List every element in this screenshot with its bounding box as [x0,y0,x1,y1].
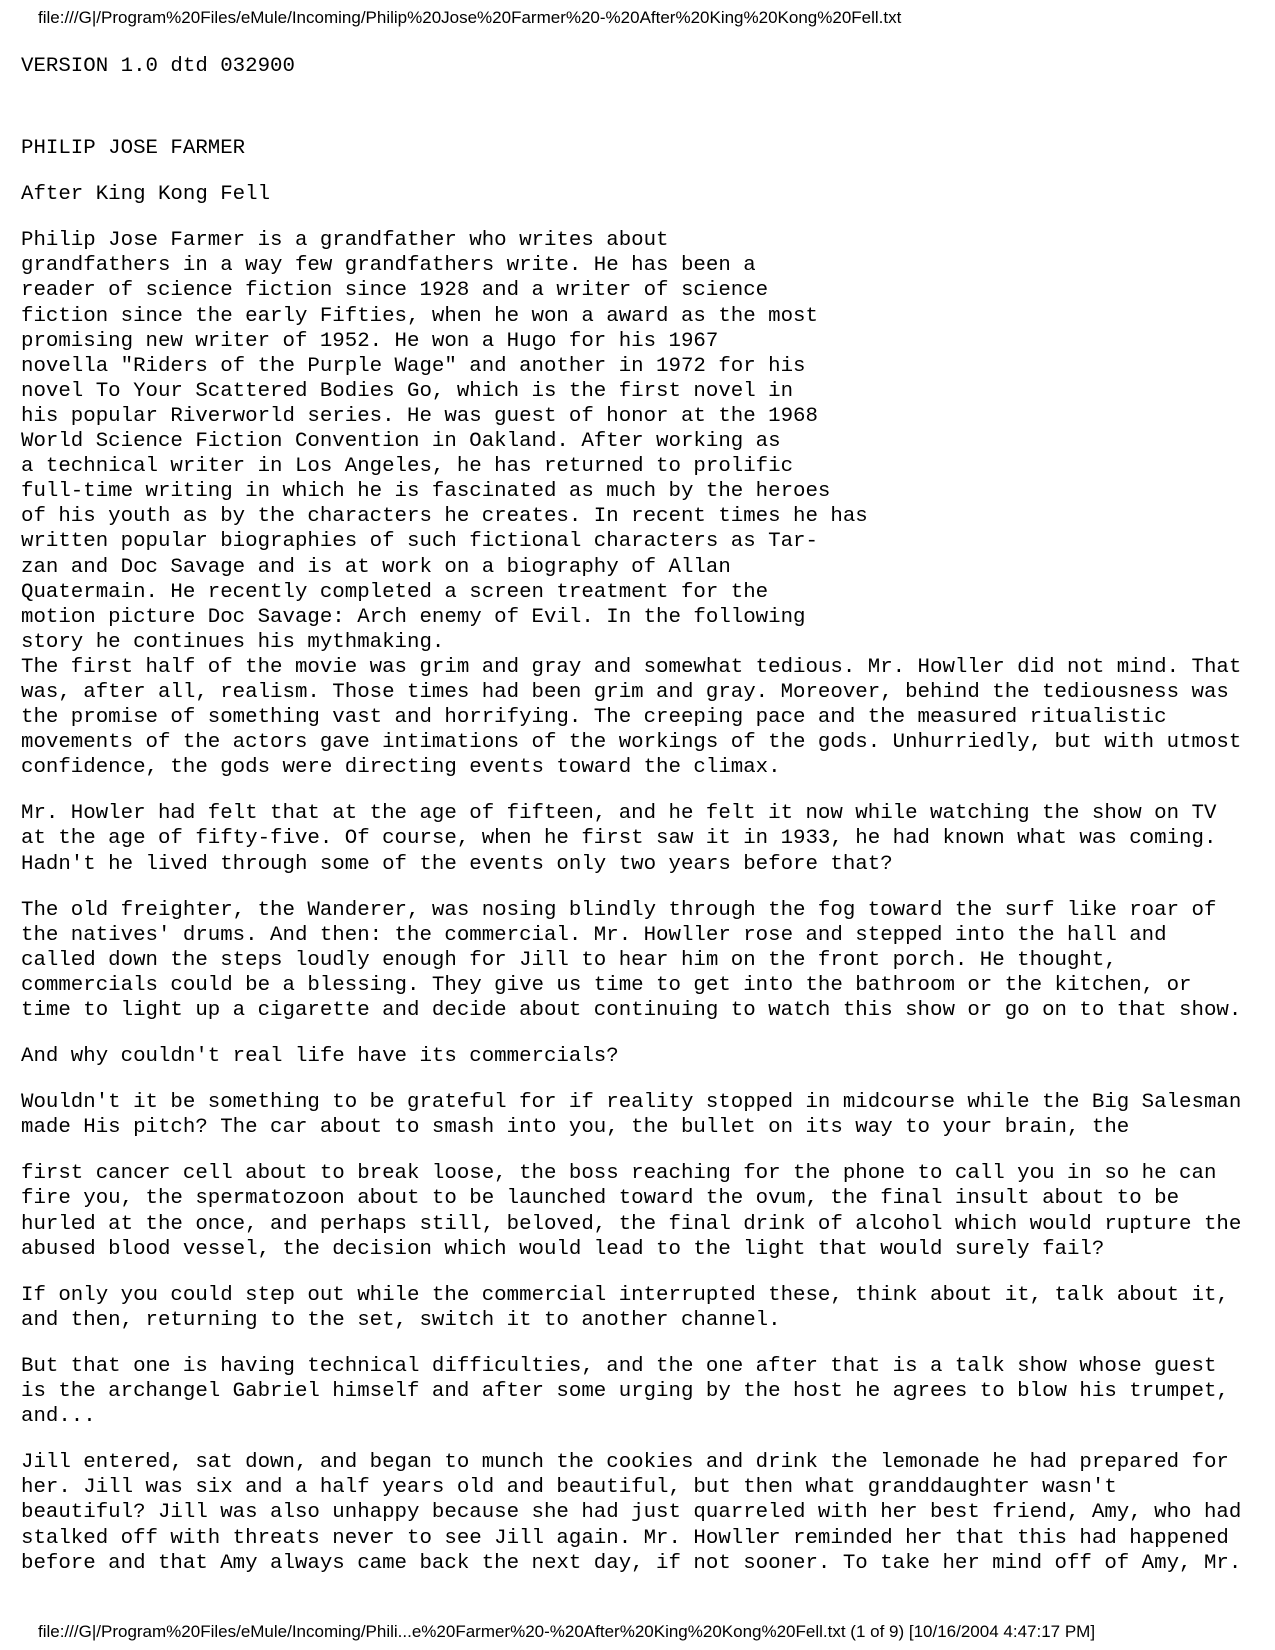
paragraph: Jill entered, sat down, and began to munch the cookies and drink the lemonade he had prepared for her. Jill was six and a half years old and beautiful, but then what granddaughter wasn't beautiful? Jill was also unhappy because she had just quarreled with her best friend, Amy, who had stalked off with threats never to see Jill again. Mr. Howller reminded her that this had happened before and that Amy always came back the next day, if not sooner. To take her mind off of Amy, Mr. [21,1451,1242,1575]
paragraph: If only you could step out while the commercial interrupted these, think about it, talk about it, and then, returning to the set, switch it to another channel. [21,1283,1229,1332]
paragraph: But that one is having technical difficulties, and the one after that is a talk show whose guest is the archangel Gabriel himself and after some urging by the host he agrees to blow his trumpet, and... [21,1354,1229,1429]
paragraph: Wouldn't it be something to be grateful for if reality stopped in midcourse while the Big Salesman made His pitch? The car about to smash into you, the bullet on its way to your brain, the [21,1091,1242,1140]
story-title: After King Kong Fell [21,183,271,207]
intro-paragraph: Philip Jose Farmer is a grandfather who writes about grandfathers in a way few grandfathers write. He has been a reader of science fiction since 1928 and a writer of science fiction since the early Fifties, when he won a award as the most promising new writer of 1952. He won a Hugo for his 1967 novella "Riders of the Purple Wage" and another in 1972 for his novel To Your Scattered Bodies Go, which is the first novel in his popular Riverworld series. He was guest of honor at the 1968 World Science Fiction Convention in Oakland. After working as a technical writer in Los Angeles, he has returned to prolific full-time writing in which he is fascinated as much by the heroes of his youth as by the characters he creates. In recent times he has written popular biographies of such fictional characters as Tar- zan and Doc Savage and is at work on a biography of Allan Quatermain. He recently completed a screen treatment for the motion picture Doc Savage: Arch enemy of Evil. In the following story he continues his mythmaking. The first half of the movie was grim and gray and somewhat tedious. Mr. Howller did not mind. That was, after all, realism. Those times had been grim and gray. Moreover, behind the tediousness was the promise of something vast and horrifying. The creeping pace and the measured ritualistic movements of the actors gave intimations of the workings of the gods. Unhurriedly, but with utmost confidence, the gods were directing events toward the climax. [21,229,1242,780]
page-header-url: file:///G|/Program%20Files/eMule/Incoming/Philip%20Jose%20Farmer%20-%20After%20King%20Kong%20Fell.txt [38,8,902,27]
author-line: PHILIP JOSE FARMER [21,137,246,161]
paragraph: And why couldn't real life have its commercials? [21,1045,619,1069]
paragraph: Mr. Howler had felt that at the age of fifteen, and he felt it now while watching the show on TV at the age of fifty-five. Of course, when he first saw it in 1933, he had known what was coming. Hadn't he lived through some of the events only two years before that? [21,802,1217,876]
page-footer-url: file:///G|/Program%20Files/eMule/Incoming/Phili...e%20Farmer%20-%20After%20King%20Kong%20Fell.txt (1 of 9) [10/16/2004 4:47:17 PM] [38,1622,1096,1641]
paragraph: The old freighter, the Wanderer, was nosing blindly through the fog toward the surf like roar of the natives' drums. And then: the commercial. Mr. Howller rose and stepped into the hall and called down the steps loudly enough for Jill to hear him on the front porch. He thought, commercials could be a blessing. They give us time to get into the bathroom or the kitchen, or time to light up a cigarette and decide about continuing to watch this show or go on to that show. [21,898,1242,1022]
paragraph: first cancer cell about to break loose, the boss reaching for the phone to call you in so he can fire you, the spermatozoon about to be launched toward the ovum, the final insult about to be hurled at the once, and perhaps still, beloved, the final drink of alcohol which would rupture the abused blood vessel, the decision which would lead to the light that would surely fail? [21,1162,1242,1261]
version-line: VERSION 1.0 dtd 032900 [21,55,295,78]
document-body [21,54,1261,1576]
